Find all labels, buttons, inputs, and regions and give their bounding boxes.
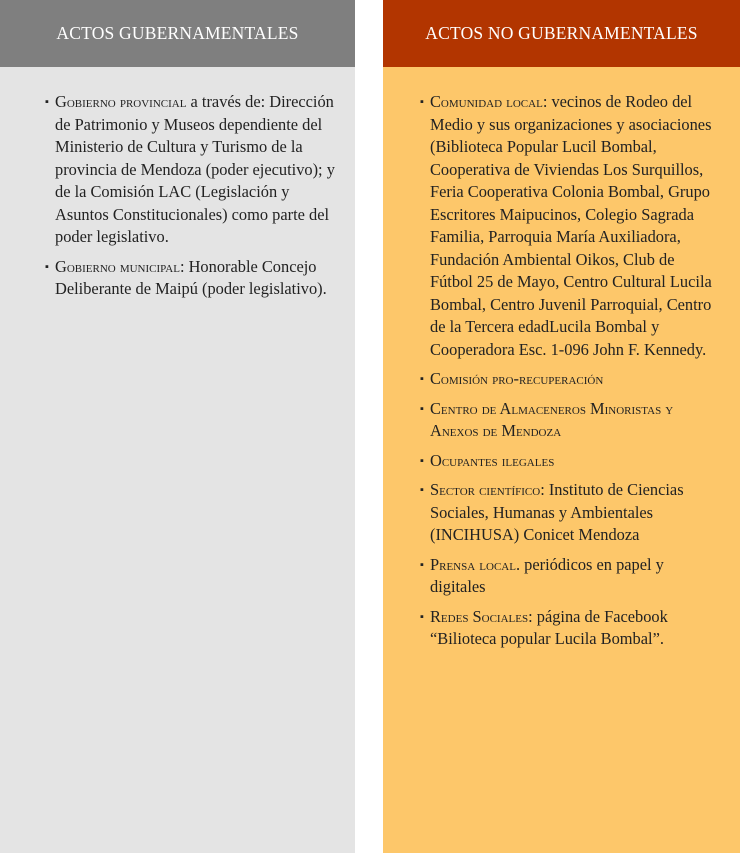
actor-term: Prensa local	[430, 554, 516, 574]
right-actor-item	[420, 450, 718, 473]
actor-term: Centro de Almaceneros Minoristas y Anexos de Mendoza	[430, 398, 674, 440]
non-governmental-actors-header	[383, 0, 740, 67]
actor-term: Comunidad local	[430, 92, 543, 111]
right-actor-item	[420, 398, 718, 443]
non-governmental-actors-title: ACTOS NO GUBERNAMENTALES	[425, 23, 698, 43]
non-governmental-actors-list	[420, 91, 718, 658]
right-actor-item	[420, 91, 718, 361]
right-actor-item	[420, 479, 718, 547]
actor-term: Redes Sociales	[430, 606, 529, 626]
actor-description: : página de Facebook “Bilioteca popular Lucila Bombal”.	[430, 606, 668, 648]
actor-description: : vecinos de Rodeo del Medio y sus organizaciones y asociaciones (Biblioteca Popular Lucil Bombal, Cooperativa de Viviendas Los Surquillos, Feria Cooperativa Colonia Bombal, Grupo Escritores Maipucinos, Colegio Sagrada Familia, Parroquia María Auxiliadora, Fundación Ambiental Oikos, Club de Fútbol 25 de Mayo, Centro Cultural Lucila Bombal, Centro Juvenil Parroquial, Centro de la Tercera edadLucila Bombal y Cooperadora Esc. 1-096 John F. Kennedy.	[430, 92, 712, 359]
square-bullet-icon: ▪	[45, 96, 49, 108]
square-bullet-icon: ▪	[45, 260, 49, 273]
actor-description: a través de: Dirección de Patrimonio y Museos dependiente del Ministerio de Cultura y Turismo de la provincia de Mendoza (poder ejecutivo); y de la Comisión LAC (Legislación y Asuntos Constitucionales) como parte del poder legislativo.	[55, 92, 335, 246]
right-actor-item	[420, 554, 718, 599]
actor-description: . periódicos en papel y digitales	[430, 554, 664, 596]
left-actor-item	[45, 91, 335, 249]
governmental-actors-header	[0, 0, 355, 67]
actor-description: : Instituto de Ciencias Sociales, Humanas y Ambientales (INCIHUSA) Conicet Mendoza	[430, 480, 684, 544]
actor-term: Ocupantes ilegales	[430, 450, 555, 470]
actor-description: : Honorable Concejo Deliberante de Maipú (poder legislativo).	[55, 256, 327, 298]
square-bullet-icon: ▪	[420, 454, 424, 467]
square-bullet-icon: ▪	[420, 402, 424, 415]
actor-term: Sector científico	[430, 480, 541, 499]
left-actor-item	[45, 256, 335, 301]
square-bullet-icon: ▪	[420, 610, 424, 623]
square-bullet-icon: ▪	[420, 484, 424, 496]
governmental-actors-title: ACTOS GUBERNAMENTALES	[56, 23, 299, 43]
actor-term: Comisión pro-recuperación	[430, 369, 604, 388]
square-bullet-icon: ▪	[420, 558, 424, 571]
right-actor-item	[420, 368, 718, 391]
actor-term: Gobierno municipal	[55, 256, 180, 276]
actor-term: Gobierno provincial	[55, 92, 187, 111]
square-bullet-icon: ▪	[420, 96, 424, 108]
right-actor-item	[420, 606, 718, 651]
governmental-actors-list	[45, 91, 335, 308]
square-bullet-icon: ▪	[420, 373, 424, 385]
